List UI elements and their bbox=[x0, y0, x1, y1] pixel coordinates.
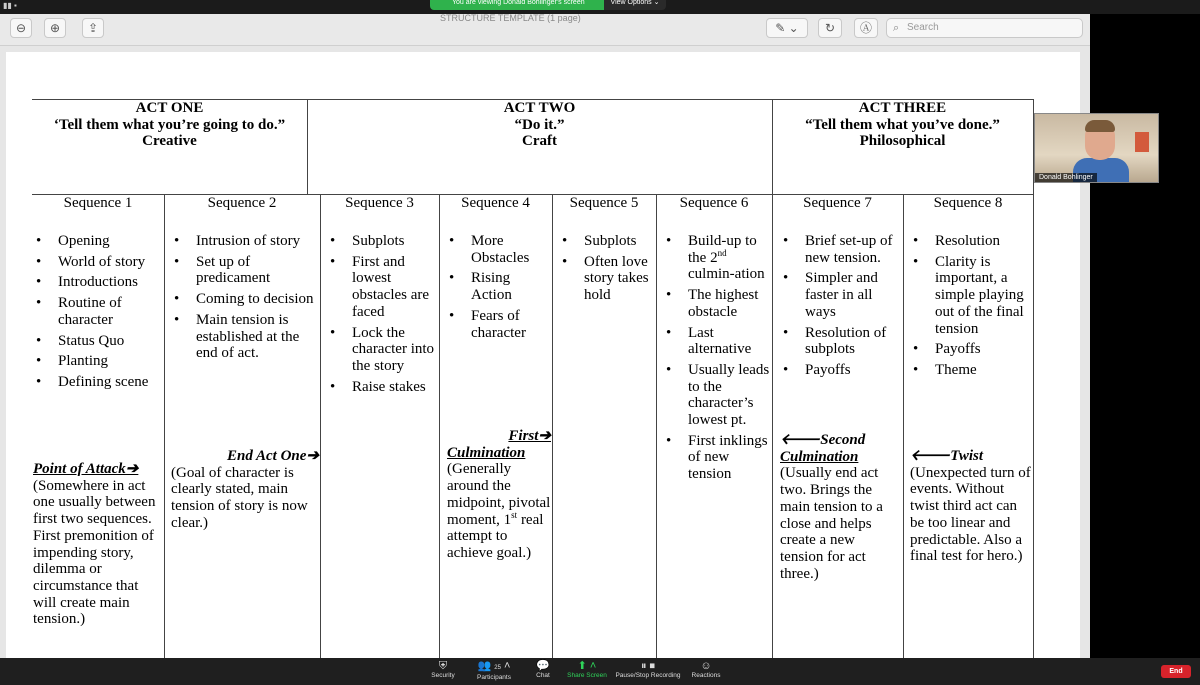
list-item: • Often love story takes hold bbox=[560, 254, 654, 304]
participant-video-thumbnail[interactable] bbox=[1034, 113, 1159, 183]
search-input[interactable]: ⌕ Search bbox=[886, 18, 1083, 38]
first-culmination-note: First➔ Culmination (Generally around the midpoint, pivotal moment, 1st real attempt to achieve goal.) bbox=[447, 428, 551, 561]
list-item: • Payoffs bbox=[781, 362, 901, 379]
sequence-8-bullets bbox=[911, 233, 1031, 383]
preview-toolbar bbox=[0, 14, 1090, 46]
list-item: • Subplots bbox=[560, 233, 654, 250]
sequence-header: Sequence 5 bbox=[569, 195, 639, 211]
chat-button[interactable]: 💬 Chat bbox=[532, 660, 554, 679]
pause-stop-icon: ⏸ ⏹ bbox=[640, 660, 656, 672]
list-item: • Routine of character bbox=[34, 295, 162, 328]
zoom-control-bar bbox=[0, 658, 1200, 685]
list-item: • Planting bbox=[34, 353, 162, 370]
reactions-icon: ☺ bbox=[700, 660, 712, 672]
search-icon: ⌕ bbox=[893, 22, 900, 34]
sequence-1-bullets bbox=[34, 233, 162, 395]
zoom-out-icon[interactable]: ⊖ bbox=[10, 18, 32, 38]
sequence-6-bullets bbox=[664, 233, 770, 487]
list-item: • More Obstacles bbox=[447, 233, 551, 266]
sequence-4-bullets bbox=[447, 233, 551, 345]
person-hair bbox=[1085, 120, 1115, 132]
banner-message: You are viewing Donald Bohlinger's screen bbox=[430, 0, 604, 10]
list-item: • Defining scene bbox=[34, 374, 162, 391]
sequence-3-bullets bbox=[328, 233, 436, 399]
list-item: • The highest obstacle bbox=[664, 287, 770, 320]
list-item: • Last alternative bbox=[664, 325, 770, 358]
sequence-header: Sequence 2 bbox=[207, 195, 277, 211]
list-item: • Main tension is established at the end of act. bbox=[172, 312, 318, 362]
sequence-header: Sequence 8 bbox=[933, 195, 1003, 211]
act-divider bbox=[772, 99, 773, 659]
twist-note: 🡐Twist (Unexpected turn of events. Without twist third act can be too linear and predictable. Also a final test for hero.) bbox=[910, 448, 1031, 565]
list-item: • Raise stakes bbox=[328, 379, 436, 396]
list-item: • Resolution of subplots bbox=[781, 325, 901, 358]
wall-frame bbox=[1135, 132, 1149, 152]
share-screen-button[interactable]: ⬆ ˄ Share Screen bbox=[567, 660, 607, 679]
list-item: • Build-up to the 2nd culmin-ation bbox=[664, 233, 770, 283]
share-screen-icon: ⬆ ˄ bbox=[577, 660, 597, 672]
list-item: • Opening bbox=[34, 233, 162, 250]
list-item: • Usually leads to the character’s lowest pt. bbox=[664, 362, 770, 429]
security-button[interactable]: ⛨ Security bbox=[428, 660, 458, 679]
list-item: • Introductions bbox=[34, 274, 162, 291]
list-item: • Simpler and faster in all ways bbox=[781, 270, 901, 320]
column-divider bbox=[903, 194, 904, 659]
markup-pen-icon[interactable]: ✎ ⌄ bbox=[766, 18, 808, 38]
list-item: • World of story bbox=[34, 254, 162, 271]
sequence-header: Sequence 1 bbox=[63, 195, 133, 211]
list-item: • Lock the character into the story bbox=[328, 325, 436, 375]
act-two-header: ACT TWO “Do it.” Craft bbox=[503, 100, 576, 149]
list-item: • Subplots bbox=[328, 233, 436, 250]
shield-icon: ⛨ bbox=[438, 660, 448, 672]
list-item: • Theme bbox=[911, 362, 1031, 379]
list-item: • Intrusion of story bbox=[172, 233, 318, 250]
sequence-header: Sequence 3 bbox=[345, 195, 414, 211]
list-item: • Brief set-up of new tension. bbox=[781, 233, 901, 266]
recording-indicator-icon: ▮▮ ▪ bbox=[3, 1, 17, 10]
second-culmination-note: 🡐Second Culmination (Usually end act two. Brings the main tension to a close and helps create a new tension for act three.) bbox=[780, 432, 883, 582]
sequence-2-bullets bbox=[172, 233, 318, 366]
chat-icon: 💬 bbox=[536, 660, 550, 672]
list-item: • Resolution bbox=[911, 233, 1031, 250]
sequence-header: Sequence 4 bbox=[461, 195, 530, 211]
sequence-7-bullets bbox=[781, 233, 901, 383]
right-black-area bbox=[1090, 14, 1200, 658]
point-of-attack-note: Point of Attack➔ (Somewhere in act one usually between first two sequences. First premonition of impending story, dilemma or circumstance that will create main tension.) bbox=[33, 461, 156, 628]
participants-icon: 👥 25 ˄ bbox=[477, 660, 511, 672]
list-item: • First inklings of new tension bbox=[664, 433, 770, 483]
column-divider bbox=[320, 194, 321, 659]
list-item: • Set up of predicament bbox=[172, 254, 318, 287]
sequence-header: Sequence 6 bbox=[679, 195, 749, 211]
act-three-header: ACT THREE “Tell them what you’ve done.” Philosophical bbox=[805, 100, 1000, 149]
list-item: • First and lowest obstacles are faced bbox=[328, 254, 436, 321]
list-item: • Status Quo bbox=[34, 333, 162, 350]
act-one-header: ACT ONE ‘Tell them what you’re going to do.” Creative bbox=[53, 100, 286, 149]
list-item: • Rising Action bbox=[447, 270, 551, 303]
list-item: • Clarity is important, a simple playing out of the final tension bbox=[911, 254, 1031, 338]
view-options-button[interactable]: View Options ⌄ bbox=[604, 0, 666, 10]
sequence-5-bullets bbox=[560, 233, 654, 308]
column-divider bbox=[552, 194, 553, 659]
pause-stop-recording-button[interactable]: ⏸ ⏹ Pause/Stop Recording bbox=[615, 660, 681, 679]
zoom-in-icon[interactable]: ⊕ bbox=[44, 18, 66, 38]
column-divider bbox=[164, 194, 165, 659]
table-border-right bbox=[1033, 99, 1034, 659]
reactions-button[interactable]: ☺ Reactions bbox=[691, 660, 721, 679]
screen-share-banner bbox=[430, 0, 666, 10]
end-act-one-note: End Act One➔ (Goal of character is clearly stated, main tension of story is now clear.) bbox=[171, 448, 319, 531]
participant-name: Donald Bohlinger bbox=[1035, 173, 1097, 182]
rotate-icon[interactable]: ↻ bbox=[818, 18, 842, 38]
column-divider bbox=[439, 194, 440, 659]
list-item: • Payoffs bbox=[911, 341, 1031, 358]
document-title: STRUCTURE TEMPLATE (1 page) bbox=[440, 13, 581, 23]
column-divider bbox=[656, 194, 657, 659]
share-icon[interactable]: ⇪ bbox=[82, 18, 104, 38]
end-meeting-button[interactable]: End bbox=[1161, 665, 1191, 678]
list-item: • Coming to decision bbox=[172, 291, 318, 308]
participants-button[interactable]: 👥 25 ˄ Participants bbox=[474, 660, 514, 681]
list-item: • Fears of character bbox=[447, 308, 551, 341]
annotate-circle-icon[interactable]: Ⓐ bbox=[854, 18, 878, 38]
sequence-header: Sequence 7 bbox=[803, 195, 872, 211]
